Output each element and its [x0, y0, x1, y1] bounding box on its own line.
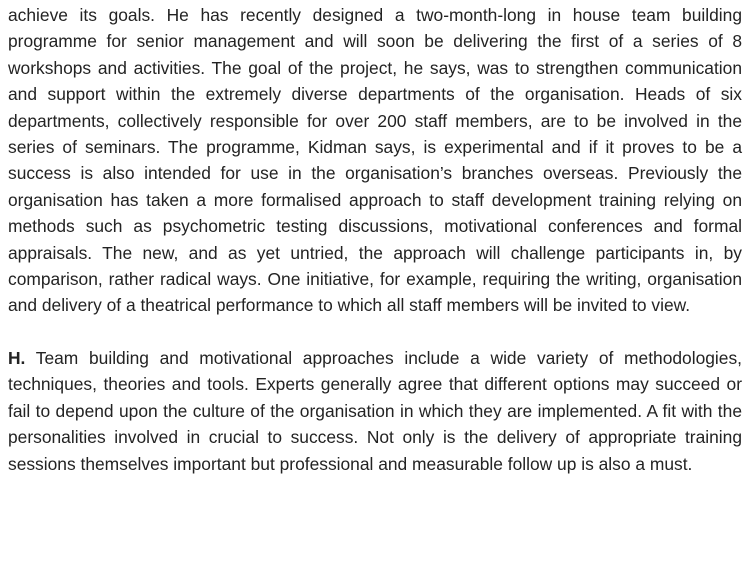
paragraph-text: achieve its goals. He has recently designed a two-month-long in house team building programme for senior management and will soon be delivering the first of a series of 8 workshops and activities. The goal of the project, he says, was to strengthen communication and support within the extremely diverse departments of the organisation. Heads of six departments, collectively responsible for over 200 staff members, are to be involved in the series of seminars. The programme, Kidman says, is experimental and if it proves to be a success is also intended for use in the organisation’s branches overseas. Previously the organisation has taken a more formalised approach to staff development training relying on methods such as psychometric testing discussions, motivational conferences and formal appraisals. The new, and as yet untried, the approach will challenge participants in, by comparison, rather radical ways. One initiative, for example, requiring the writing, organisation and delivery of a theatrical performance to which all staff members will be invited to view. — [8, 5, 742, 316]
paragraph-h — [8, 345, 742, 477]
paragraph-text: Team building and motivational approaches include a wide variety of methodologies, techniques, theories and tools. Experts generally agree that different options may succeed or fail to depend upon the culture of the organisation in which they are implemented. A fit with the personalities involved in crucial to success. Not only is the delivery of appropriate training sessions themselves important but professional and measurable follow up is also a must. — [8, 347, 742, 474]
paragraph-spacer — [8, 319, 742, 345]
paragraph-g-continuation — [8, 2, 742, 319]
paragraph-label: H. — [8, 347, 26, 368]
